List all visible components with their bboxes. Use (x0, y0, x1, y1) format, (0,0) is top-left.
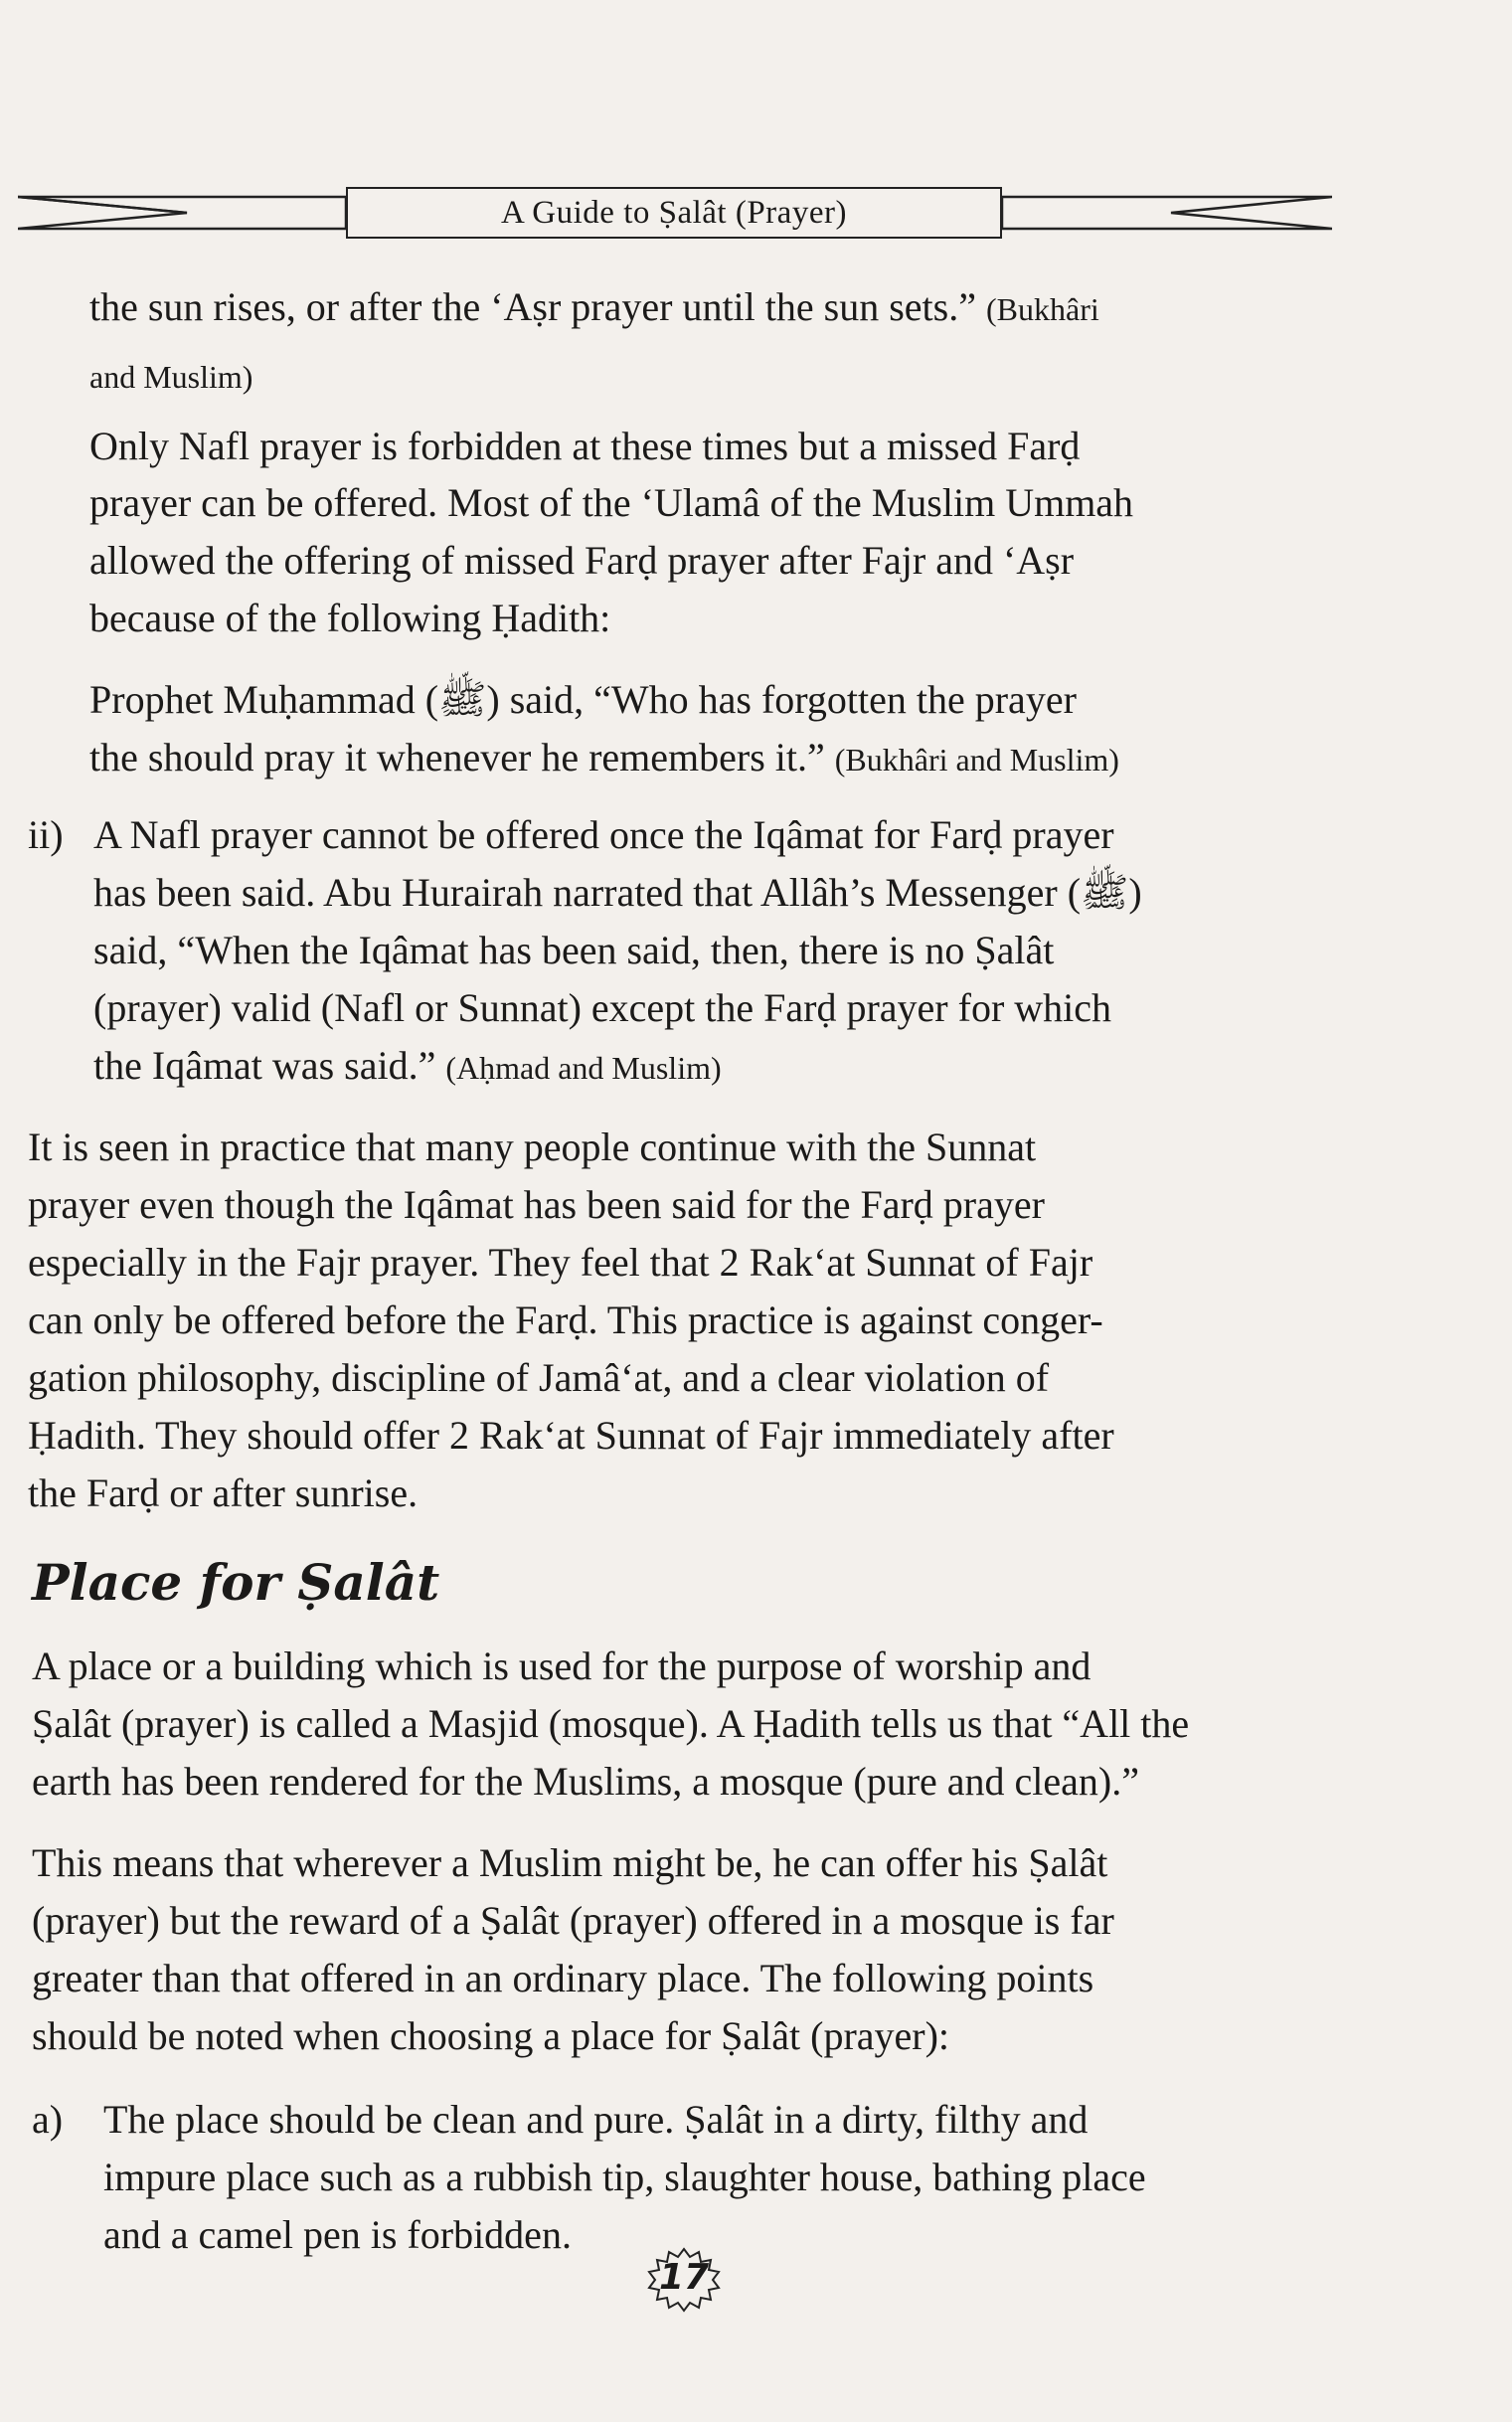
body-line: A place or a building which is used for the purpose of worship and (32, 1644, 1092, 1688)
header-title: A Guide to Ṣalât (Prayer) (501, 194, 847, 231)
source-citation: (Bukhâri and Muslim) (834, 742, 1119, 778)
section-heading: Place for Ṣalât (32, 1553, 440, 1612)
text-run: the Iqâmat was said.” (93, 1043, 436, 1088)
body-line (89, 734, 1119, 783)
body-line: greater than that offered in an ordinary place. The following points (32, 1956, 1094, 2000)
body-line: earth has been rendered for the Muslims, a mosque (pure and clean).” (32, 1759, 1140, 1804)
body-line: prayer can be offered. Most of the ‘Ulamâ of the Muslim Ummah (89, 480, 1134, 525)
body-line: allowed the offering of missed Farḍ prayer after Fajr and ‘Aṣr (89, 538, 1075, 583)
header-title-box (346, 187, 1002, 239)
body-line: Ḥadith. They should offer 2 Rak‘at Sunnat of Fajr immediately after (28, 1413, 1114, 1458)
list-marker: ii) (28, 812, 64, 857)
body-line (89, 283, 1099, 333)
body-line: especially in the Fajr prayer. They feel that 2 Rak‘at Sunnat of Fajr (28, 1240, 1093, 1285)
body-line: can only be offered before the Farḍ. This practice is against conger- (28, 1298, 1103, 1342)
body-line: Prophet Muḥammad (ﷺ) said, “Who has forgotten the prayer (89, 677, 1077, 722)
body-line: and a camel pen is forbidden. (103, 2212, 572, 2257)
body-line: should be noted when choosing a place for Ṣalât (prayer): (32, 2013, 950, 2058)
body-line: Ṣalât (prayer) is called a Masjid (mosque). A Ḥadith tells us that “All the (32, 1701, 1190, 1746)
body-line: impure place such as a rubbish tip, slaughter house, bathing place (103, 2155, 1146, 2199)
body-line: gation philosophy, discipline of Jamâ‘at, and a clear violation of (28, 1355, 1050, 1400)
body-line: prayer even though the Iqâmat has been said for the Farḍ prayer (28, 1182, 1045, 1227)
source-citation: (Aḥmad and Muslim) (445, 1050, 722, 1086)
body-line: the Farḍ or after sunrise. (28, 1470, 419, 1515)
body-line: The place should be clean and pure. Ṣalât in a dirty, filthy and (103, 2097, 1089, 2142)
body-line: It is seen in practice that many people continue with the Sunnat (28, 1124, 1037, 1169)
source-citation: (Bukhâri (985, 291, 1099, 327)
body-line: because of the following Ḥadith: (89, 596, 611, 640)
page-number: 17 (658, 2257, 710, 2298)
body-line: Only Nafl prayer is forbidden at these times but a missed Farḍ (89, 424, 1081, 468)
body-line: This means that wherever a Muslim might be, he can offer his Ṣalât (32, 1840, 1108, 1885)
text-run: the sun rises, or after the ‘Aṣr prayer until the sun sets.” (89, 284, 976, 329)
body-line: A Nafl prayer cannot be offered once the Iqâmat for Farḍ prayer (93, 812, 1114, 857)
page-number-badge (644, 2247, 724, 2313)
body-line: (prayer) but the reward of a Ṣalât (prayer) offered in a mosque is far (32, 1898, 1114, 1943)
text-run: the should pray it whenever he remembers it.” (89, 735, 825, 779)
list-marker: a) (32, 2097, 64, 2142)
running-header (18, 177, 1332, 257)
body-line: (prayer) valid (Nafl or Sunnat) except the Farḍ prayer for which (93, 985, 1112, 1030)
source-citation: and Muslim) (89, 359, 253, 395)
body-line: has been said. Abu Hurairah narrated that Allâh’s Messenger (ﷺ) (93, 870, 1142, 915)
body-line (93, 1042, 722, 1092)
body-line: said, “When the Iqâmat has been said, then, there is no Ṣalât (93, 928, 1055, 972)
